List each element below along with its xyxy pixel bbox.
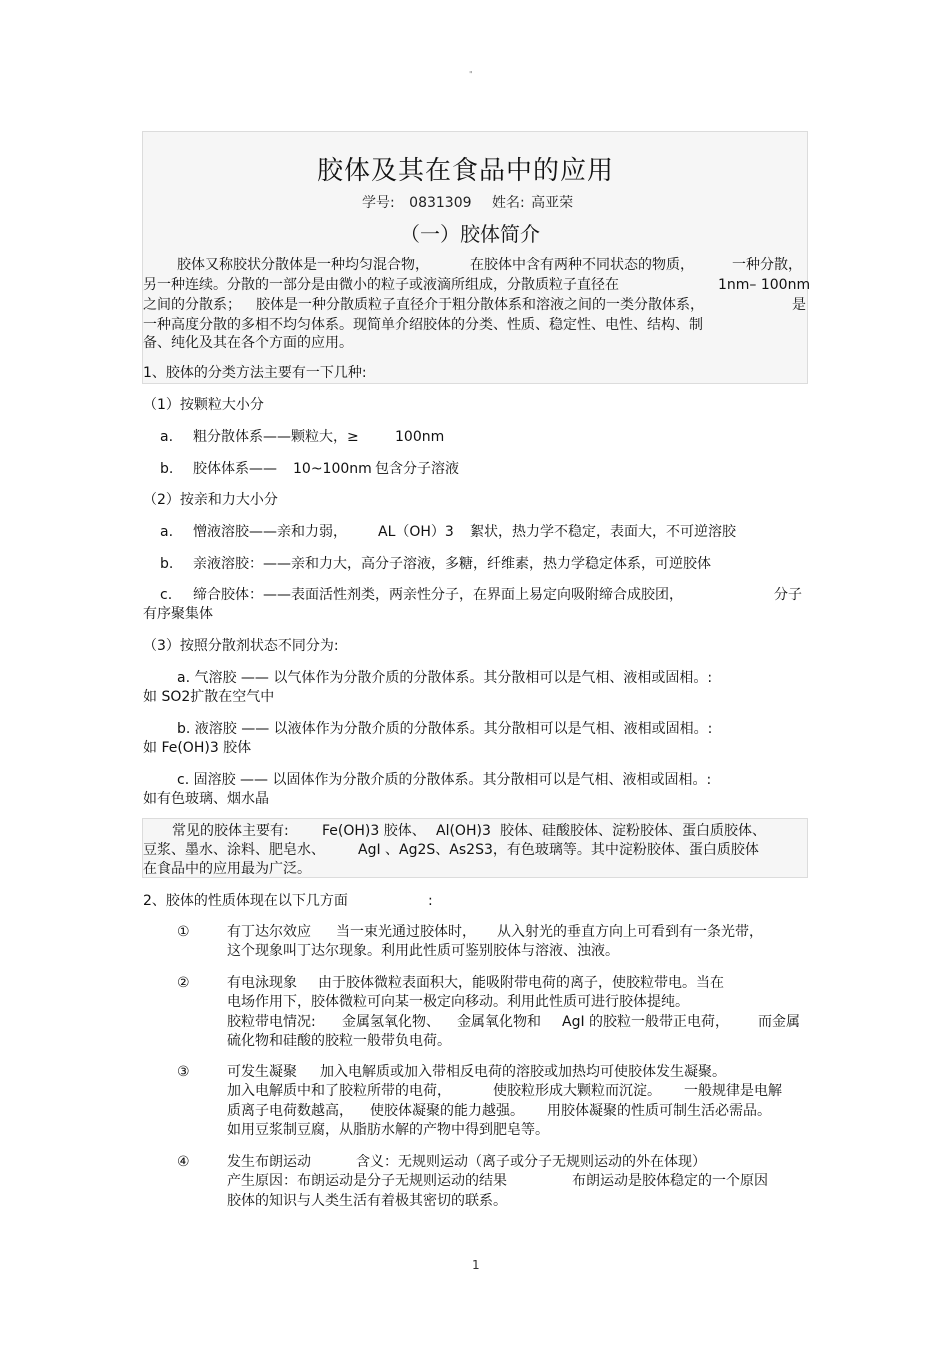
intro-line-1b: 在胶体中含有两种不同状态的物质， bbox=[470, 257, 694, 273]
classification-heading: 1、胶体的分类方法主要有一下几种: bbox=[143, 365, 367, 381]
common-line-3: 在食品中的应用最为广泛。 bbox=[143, 861, 311, 877]
property-1-line-1a: 有丁达尔效应 bbox=[227, 924, 311, 940]
by-affinity-b-marker: b. bbox=[160, 556, 174, 572]
by-state-heading: （3）按照分散剂状态不同分为: bbox=[143, 638, 339, 654]
student-name-label: 姓名: bbox=[491, 195, 525, 211]
property-2-line-4: 硫化物和硅酸的胶粒一般带负电荷。 bbox=[227, 1033, 451, 1049]
by-affinity-a-marker: a. bbox=[160, 524, 174, 540]
liquid-sol-line-1: b. 液溶胶 —— 以液体作为分散介质的分散体系。其分散相可以是气相、液相或固相。: bbox=[177, 721, 713, 737]
page-number: 1 bbox=[472, 1258, 480, 1272]
intro-line-2a: 另一种连续。分散的一部分是由微小的粒子或液滴所组成，分散质粒子直径在 bbox=[143, 277, 619, 293]
property-1-number: ① bbox=[177, 924, 190, 940]
page-title: 胶体及其在食品中的应用 bbox=[317, 156, 615, 186]
property-2-line-3b: 金属氢氧化物、 bbox=[342, 1014, 440, 1030]
solid-sol-line-2: 如有色玻璃、烟水晶 bbox=[143, 791, 269, 807]
common-line-1a: 常见的胶体主要有: bbox=[172, 823, 289, 839]
property-2-line-2: 电场作用下，胶体微粒可向某一极定向移动。利用此性质可进行胶体提纯。 bbox=[227, 994, 689, 1010]
by-affinity-c-marker: c. bbox=[160, 587, 173, 603]
intro-line-4: 一种高度分散的多相不均匀体系。现简单介绍胶体的分类、性质、稳定性、电性、结构、制 bbox=[143, 317, 703, 333]
by-size-a-text: 粗分散体系——颗粒大，≥ bbox=[193, 429, 359, 445]
intro-line-5: 备、纯化及其在各个方面的应用。 bbox=[143, 335, 353, 351]
property-3-line-4: 如用豆浆制豆腐，从脂肪水解的产物中得到肥皂等。 bbox=[227, 1122, 549, 1138]
property-2-number: ② bbox=[177, 975, 190, 991]
aerosol-line-1: a. 气溶胶 —— 以气体作为分散介质的分散体系。其分散相可以是气相、液相或固相。: bbox=[177, 670, 713, 686]
by-size-b-note: 包含分子溶液 bbox=[375, 461, 459, 477]
intro-line-3a: 之间的分散系； bbox=[143, 297, 241, 313]
property-4-line-1b: 含义：无规则运动（离子或分子无规则运动的外在体现） bbox=[356, 1154, 706, 1170]
by-affinity-b-text: 亲液溶胶：——亲和力大，高分子溶液，多糖，纤维素，热力学稳定体系，可逆胶体 bbox=[193, 556, 711, 572]
by-size-b-text: 胶体体系—— bbox=[193, 461, 277, 477]
property-4-line-2b: 布朗运动是胶体稳定的一个原因 bbox=[572, 1173, 768, 1189]
aerosol-line-2: 如 SO2扩散在空气中 bbox=[143, 689, 275, 705]
by-affinity-heading: （2）按亲和力大小分 bbox=[143, 492, 278, 508]
common-line-1b: Fe(OH)3 胶体、 bbox=[322, 823, 426, 839]
property-4-line-3: 胶体的知识与人类生活有着极其密切的联系。 bbox=[227, 1193, 507, 1209]
property-3-line-2c: 一般规律是电解 bbox=[684, 1083, 782, 1099]
by-size-b-marker: b. bbox=[160, 461, 174, 477]
properties-heading: 2、胶体的性质体现在以下几方面 bbox=[143, 893, 348, 909]
property-3-line-3a: 质离子电荷数越高， bbox=[227, 1103, 353, 1119]
solid-sol-line-1: c. 固溶胶 —— 以固体作为分散介质的分散体系。其分散相可以是气相、液相或固相。: bbox=[177, 772, 712, 788]
properties-heading-colon: : bbox=[428, 893, 433, 909]
property-4-number: ④ bbox=[177, 1154, 190, 1170]
intro-line-2b: 1nm– 100nm bbox=[718, 277, 811, 293]
intro-line-3c: 是 bbox=[792, 297, 806, 313]
property-3-line-3b: 使胶体凝聚的能力越强。 bbox=[370, 1103, 524, 1119]
by-affinity-a-formula: AL（OH）3 bbox=[378, 524, 454, 540]
by-affinity-c-text: 缔合胶体：——表面活性剂类，两亲性分子，在界面上易定向吸附缔合成胶团， bbox=[193, 587, 683, 603]
by-affinity-a-desc: 絮状，热力学不稳定，表面大，不可逆溶胶 bbox=[470, 524, 736, 540]
property-3-line-1b: 加入电解质或加入带相反电荷的溶胶或加热均可使胶体发生凝聚。 bbox=[320, 1064, 726, 1080]
intro-line-1c: 一种分散， bbox=[732, 257, 802, 273]
property-4-line-2a: 产生原因：布朗运动是分子无规则运动的结果 bbox=[227, 1173, 507, 1189]
property-3-number: ③ bbox=[177, 1064, 190, 1080]
common-line-1d: 胶体、硅酸胶体、淀粉胶体、蛋白质胶体、 bbox=[500, 823, 766, 839]
property-2-line-3a: 胶粒带电情况: bbox=[227, 1014, 316, 1030]
by-affinity-c-line2: 有序聚集体 bbox=[143, 606, 213, 622]
property-2-line-3d: AgI 的胶粒一般带正电荷， bbox=[562, 1014, 730, 1030]
intro-line-1a: 胶体又称胶状分散体是一种均匀混合物， bbox=[177, 257, 429, 273]
property-1-line-1c: 从入射光的垂直方向上可看到有一条光带， bbox=[497, 924, 763, 940]
property-1-line-2: 这个现象叫丁达尔现象。利用此性质可鉴别胶体与溶液、浊液。 bbox=[227, 943, 619, 959]
property-2-line-1a: 有电泳现象 bbox=[227, 975, 297, 991]
property-2-line-3e: 而金属 bbox=[758, 1014, 800, 1030]
by-size-a-marker: a. bbox=[160, 429, 174, 445]
by-affinity-c-tail: 分子 bbox=[774, 587, 802, 603]
top-mark: " bbox=[469, 70, 473, 79]
property-3-line-1a: 可发生凝聚 bbox=[227, 1064, 297, 1080]
common-line-2a: 豆浆、墨水、涂料、肥皂水、 bbox=[143, 842, 325, 858]
student-id-label: 学号: bbox=[362, 195, 395, 211]
by-size-heading: （1）按颗粒大小分 bbox=[143, 397, 264, 413]
common-line-1c: Al(OH)3 bbox=[436, 823, 491, 839]
property-2-line-1b: 由于胶体微粒表面积大，能吸附带电荷的离子，使胶粒带电。当在 bbox=[318, 975, 724, 991]
property-2-line-3c: 金属氧化物和 bbox=[457, 1014, 541, 1030]
property-3-line-2a: 加入电解质中和了胶粒所带的电荷， bbox=[227, 1083, 451, 1099]
intro-line-3b: 胶体是一种分散质粒子直径介于粗分散体系和溶液之间的一类分散体系， bbox=[256, 297, 704, 313]
student-id-value: 0831309 bbox=[409, 195, 472, 211]
property-3-line-2b: 使胶粒形成大颗粒而沉淀。 bbox=[493, 1083, 661, 1099]
by-affinity-a-text: 憎液溶胶——亲和力弱， bbox=[193, 524, 347, 540]
student-name-value: 高亚荣 bbox=[531, 195, 574, 211]
property-1-line-1b: 当一束光通过胶体时， bbox=[336, 924, 476, 940]
by-size-b-value: 10~100nm bbox=[293, 461, 372, 477]
student-info bbox=[362, 192, 573, 212]
property-4-line-1a: 发生布朗运动 bbox=[227, 1154, 311, 1170]
liquid-sol-line-2: 如 Fe(OH)3 胶体 bbox=[143, 740, 252, 756]
property-3-line-3c: 用胶体凝聚的性质可制生活必需品。 bbox=[547, 1103, 771, 1119]
section-heading: （一）胶体简介 bbox=[400, 222, 540, 246]
common-line-2b: AgI 、Ag2S、As2S3，有色玻璃等。其中淀粉胶体、蛋白质胶体 bbox=[358, 842, 759, 858]
by-size-a-value: 100nm bbox=[395, 429, 445, 445]
